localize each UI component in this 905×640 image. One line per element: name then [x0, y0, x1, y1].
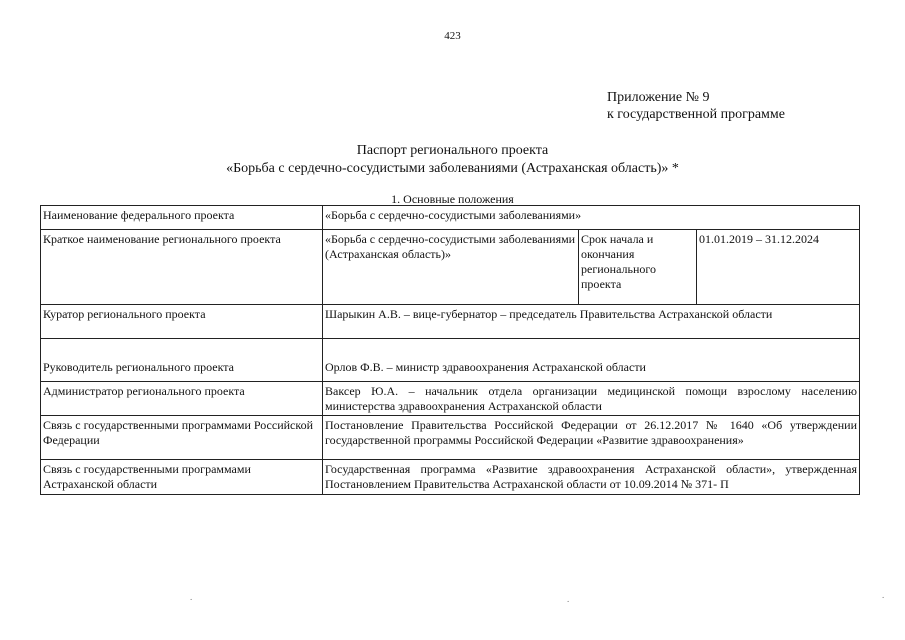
- section-title: 1. Основные положения: [391, 192, 514, 206]
- row-label: Связь с государственными программами Российской Федерации: [41, 416, 323, 460]
- table-row: [41, 460, 860, 495]
- period-value: 01.01.2019 – 31.12.2024: [697, 230, 860, 305]
- project-passport-table: [40, 205, 860, 495]
- scan-speck: .: [567, 594, 570, 604]
- appendix-line-2: к государственной программе: [607, 107, 785, 122]
- title-line-2: «Борьба с сердечно-сосудистыми заболеваниями (Астраханская область)» *: [226, 161, 679, 176]
- title-line-1: Паспорт регионального проекта: [356, 143, 549, 158]
- table-row: [41, 382, 860, 416]
- row-value: Шарыкин А.В. – вице-губернатор – председатель Правительства Астраханской области: [323, 305, 860, 339]
- table-row: [41, 206, 860, 230]
- row-label: Наименование федерального проекта: [41, 206, 323, 230]
- row-label: Краткое наименование регионального проекта: [41, 230, 323, 305]
- row-label: Руководитель регионального проекта: [41, 339, 323, 382]
- period-label: Срок начала и окончания регионального проекта: [579, 230, 697, 305]
- page-number: 423: [444, 30, 461, 42]
- table-row: [41, 230, 860, 305]
- table-row: [41, 339, 860, 382]
- document-title: [0, 142, 905, 178]
- row-value: Постановление Правительства Российской Федерации от 26.12.2017 № 1640 «Об утверждении государственной программы Российской Федерации «Развитие здравоохранения»: [323, 416, 860, 460]
- table-row: [41, 305, 860, 339]
- appendix-line-1: Приложение № 9: [607, 90, 710, 105]
- appendix-note: [607, 89, 785, 123]
- row-value: «Борьба с сердечно-сосудистыми заболеваниями (Астраханская область)»: [323, 230, 579, 305]
- row-label: Связь с государственными программами Астраханской области: [41, 460, 323, 495]
- row-value: «Борьба с сердечно-сосудистыми заболеваниями»: [323, 206, 860, 230]
- row-label: Администратор регионального проекта: [41, 382, 323, 416]
- row-label: Куратор регионального проекта: [41, 305, 323, 339]
- scan-speck: .: [190, 592, 193, 602]
- row-value: Орлов Ф.В. – министр здравоохранения Астраханской области: [323, 339, 860, 382]
- scan-speck: .: [882, 590, 885, 600]
- row-value: Ваксер Ю.А. – начальник отдела организации медицинской помощи взрослому населению министерства здравоохранения Астраханской области: [323, 382, 860, 416]
- row-value: Государственная программа «Развитие здравоохранения Астраханской области», утвержденная Постановлением Правительства Астраханской области от 10.09.2014 № 371- П: [323, 460, 860, 495]
- table-row: [41, 416, 860, 460]
